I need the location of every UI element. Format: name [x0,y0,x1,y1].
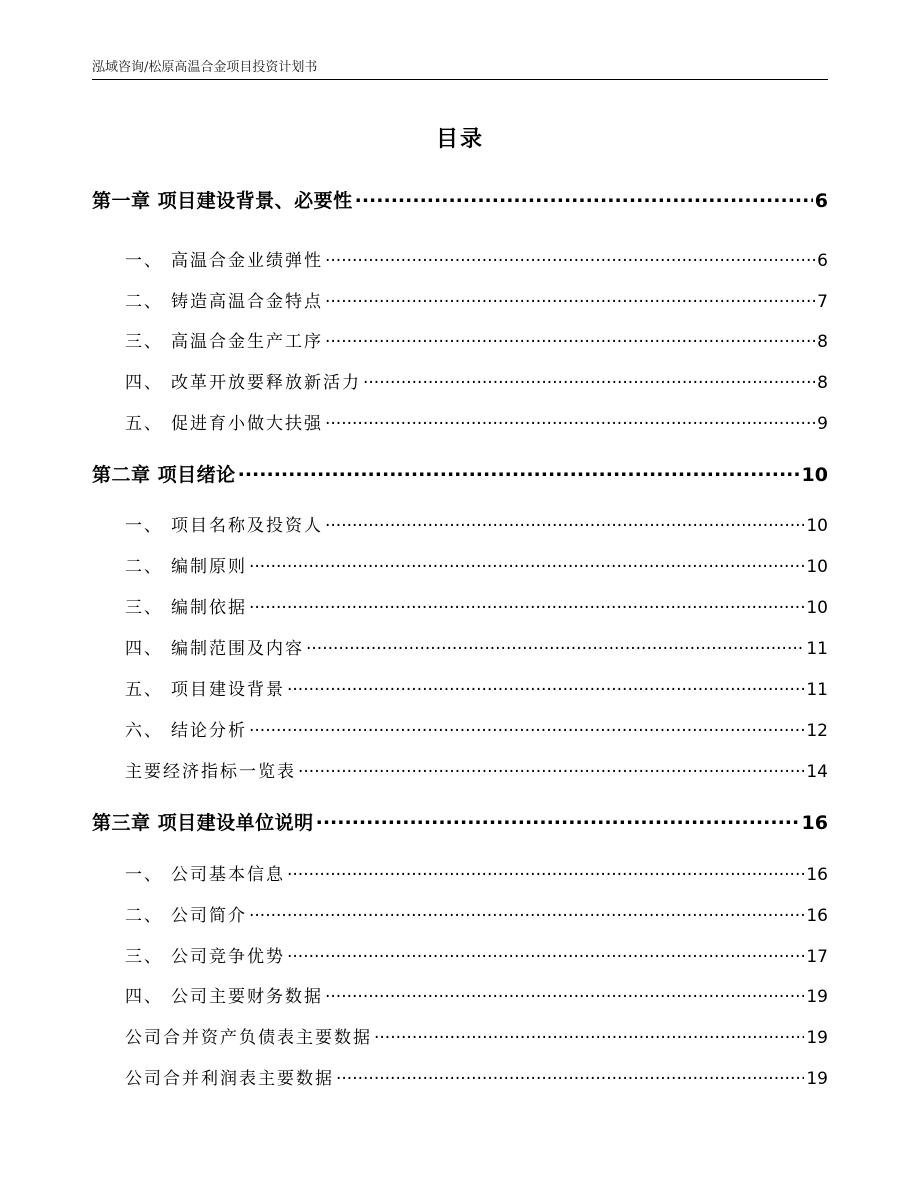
toc-entry-page-number: 16 [806,865,828,885]
toc-entry-page-number: 19 [806,987,828,1007]
toc-entry-page-number: 7 [817,292,828,312]
toc-entry-number: 五、 [125,680,163,700]
toc-entry-number: 三、 [125,947,163,967]
toc-section-entry[interactable] [125,593,828,618]
toc-section-entry[interactable] [125,327,828,352]
dot-leader [287,945,804,962]
toc-section-entry[interactable] [125,287,828,312]
toc-entry-page-number: 10 [806,598,828,618]
toc-section-entry[interactable] [125,1023,828,1048]
toc-entry-label: 主要经济指标一览表 [125,762,296,782]
toc-title: 目录 [435,127,484,152]
toc-entry-label: 第三章 项目建设单位说明 [92,812,314,834]
toc-entry-page-number: 9 [817,414,828,434]
toc-entry-label: 编制原则 [171,557,247,577]
toc-entry-page-number: 12 [806,721,828,741]
toc-entry-page-number: 11 [806,680,828,700]
toc-section-entry[interactable] [125,860,828,885]
toc-entry-page-number: 8 [817,373,828,393]
toc-chapter-entry[interactable] [92,460,828,487]
toc-entry-label: 结论分析 [171,721,247,741]
dot-leader [249,904,804,921]
toc-entry-label: 公司简介 [171,906,247,926]
toc-section-entry[interactable] [125,982,828,1007]
toc-entry-number: 四、 [125,373,163,393]
toc-entry-label: 项目名称及投资人 [171,516,323,536]
toc-entry-page-number: 6 [817,251,828,271]
toc-entry-label: 促进育小做大扶强 [171,414,323,434]
toc-entry-page-number: 14 [806,762,828,782]
toc-entry-label: 公司合并资产负债表主要数据 [125,1028,372,1048]
dot-leader [325,514,804,531]
toc-entry-label: 公司主要财务数据 [171,987,323,1007]
toc-entry-page-number: 16 [806,906,828,926]
toc-section-entry[interactable] [125,246,828,271]
toc-entry-label: 编制范围及内容 [171,639,304,659]
dot-leader [325,330,815,347]
toc-entry-page-number: 11 [806,639,828,659]
toc-entry-label: 第一章 项目建设背景、必要性 [92,190,353,212]
toc-entry-number: 四、 [125,987,163,1007]
dot-leader [249,555,804,572]
toc-section-entry[interactable] [125,942,828,967]
dot-leader [363,371,815,388]
toc-entry-page-number: 10 [806,516,828,536]
toc-entry-page-number: 8 [817,332,828,352]
toc-entry-page-number: 17 [806,947,828,967]
toc-entry-label: 铸造高温合金特点 [171,292,323,312]
toc-section-entry[interactable] [125,409,828,434]
toc-entry-label: 改革开放要释放新活力 [171,373,361,393]
dot-leader [298,760,804,777]
dot-leader [249,596,804,613]
toc-entry-label: 公司基本信息 [171,865,285,885]
toc-entry-page-number: 10 [801,464,828,486]
toc-entry-number: 一、 [125,865,163,885]
dot-leader [287,678,804,695]
toc-entry-number: 二、 [125,292,163,312]
toc-entry-number: 六、 [125,721,163,741]
toc-entry-label: 高温合金生产工序 [171,332,323,352]
toc-entry-page-number: 19 [806,1069,828,1089]
dot-leader [287,863,804,880]
dot-leader [355,188,813,207]
toc-entry-label: 项目建设背景 [171,680,285,700]
toc-entry-label: 公司竞争优势 [171,947,285,967]
dot-leader [325,412,815,429]
toc-section-entry[interactable] [125,552,828,577]
toc-entry-label: 编制依据 [171,598,247,618]
toc-entry-page-number: 6 [814,190,828,212]
toc-section-entry[interactable] [125,675,828,700]
toc-section-entry[interactable] [125,901,828,926]
toc-entry-number: 一、 [125,516,163,536]
toc-entry-page-number: 19 [806,1028,828,1048]
toc-entry-page-number: 10 [806,557,828,577]
running-header: 泓域咨询/松原高温合金项目投资计划书 [92,60,318,75]
toc-section-entry[interactable] [125,1064,828,1089]
toc-entry-number: 三、 [125,332,163,352]
toc-section-entry[interactable] [125,634,828,659]
toc-entry-label: 高温合金业绩弹性 [171,251,323,271]
toc-entry-number: 五、 [125,414,163,434]
dot-leader [374,1026,804,1043]
toc-entry-number: 一、 [125,251,163,271]
toc-entry-number: 三、 [125,598,163,618]
dot-leader [325,249,815,266]
toc-section-entry[interactable] [125,511,828,536]
toc-entry-page-number: 16 [801,812,828,834]
toc-entry-label: 第二章 项目绪论 [92,464,236,486]
dot-leader [325,290,815,307]
toc-chapter-entry[interactable] [92,186,828,213]
dot-leader [249,719,804,736]
toc-section-entry[interactable] [125,368,828,393]
toc-entry-number: 四、 [125,639,163,659]
dot-leader [336,1067,804,1084]
dot-leader [316,810,800,829]
toc-chapter-entry[interactable] [92,808,828,835]
toc-entry-number: 二、 [125,557,163,577]
dot-leader [306,637,804,654]
toc-entry-number: 二、 [125,906,163,926]
dot-leader [238,462,800,481]
toc-section-entry[interactable] [125,757,828,782]
dot-leader [325,985,804,1002]
toc-entry-label: 公司合并利润表主要数据 [125,1069,334,1089]
toc-section-entry[interactable] [125,716,828,741]
